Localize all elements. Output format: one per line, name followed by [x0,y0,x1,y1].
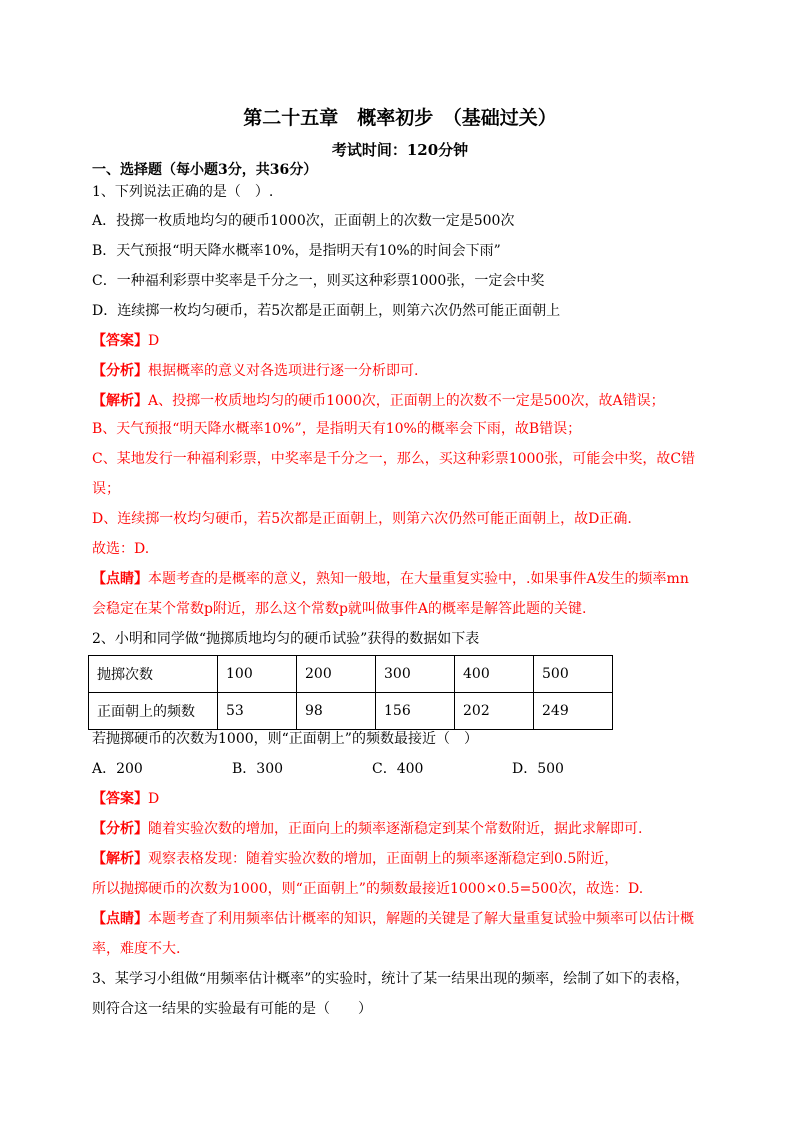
solution-tag: 【解析】 [92,393,148,409]
comment-tag: 【点睛】 [92,911,148,927]
q1-solution-line-4: 误； [92,481,120,497]
q2-solution-line-1 [92,849,618,869]
q1-comment-line-2: 会稳定在某个常数p附近，那么这个常数p就叫做事件A的概率是解答此题的关键. [92,601,587,617]
section-heading: 一、选择题（每小题3分，共36分） [92,162,318,178]
exam-time: 考试时间：120分钟 [331,141,469,159]
q2-option-c: C．400 [372,761,424,777]
q2-options [92,759,564,779]
answer-value: D [148,333,160,349]
solution-text: A、投掷一枚质地均匀的硬币1000次，正面朝上的次数不一定是500次，故A错误； [148,393,665,409]
table-cell: 100 [218,656,297,693]
table-cell: 202 [455,693,534,730]
table-cell: 500 [534,656,613,693]
q1-stem: 1、下列说法正确的是（ ）. [92,184,274,200]
table-cell: 156 [376,693,455,730]
q1-solution-line-2: B、天气预报“明天降水概率10%”，是指明天有10%的概率会下雨，故B错误； [92,421,582,437]
q2-analysis [92,819,642,839]
q1-option-b: B．天气预报“明天降水概率10%，是指明天有10%的时间会下雨” [92,243,501,259]
q1-comment-line-1 [92,569,689,589]
table-cell: 200 [297,656,376,693]
table-row [89,693,613,730]
solution-text: 观察表格发现：随着实验次数的增加，正面朝上的频率逐渐稳定到0.5附近， [148,851,619,867]
q1-option-d: D．连续掷一枚均匀硬币，若5次都是正面朝上，则第六次仍然可能正面朝上 [92,303,561,319]
q2-option-a: A．200 [92,761,143,777]
q3-stem-line-1: 3、某学习小组做“用频率估计概率”的实验时，统计了某一结果出现的频率，绘制了如下的表格， [92,971,690,987]
comment-text: 本题考查的是概率的意义，熟知一般地，在大量重复实验中，.如果事件A发生的频率mn [148,571,689,587]
table-cell: 53 [218,693,297,730]
q2-stem: 2、小明和同学做“抛掷质地均匀的硬币试验”获得的数据如下表 [92,631,480,647]
q1-analysis [92,361,418,381]
q2-solution-line-2: 所以抛掷硬币的次数为1000，则“正面朝上”的频数最接近1000×0.5=500次，故选：D. [92,881,644,897]
table-cell: 400 [455,656,534,693]
comment-text: 本题考查了利用频率估计概率的知识，解题的关键是了解大量重复试验中频率可以估计概 [148,911,694,927]
q2-answer [92,789,159,809]
analysis-tag: 【分析】 [92,821,148,837]
solution-tag: 【解析】 [92,851,148,867]
q2-option-b: B．300 [232,761,284,777]
table-cell: 300 [376,656,455,693]
q1-option-a: A．投掷一枚质地均匀的硬币1000次，正面朝上的次数一定是500次 [92,213,515,229]
q2-question: 若抛掷硬币的次数为1000，则“正面朝上”的频数最接近（ ） [92,731,478,747]
q1-answer [92,331,159,351]
q1-solution-line-3: C、某地发行一种福利彩票，中奖率是千分之一，那么，买这种彩票1000张，可能会中奖，故C错 [92,451,696,467]
comment-tag: 【点睛】 [92,571,148,587]
q1-option-c: C．一种福利彩票中奖率是千分之一，则买这种彩票1000张，一定会中奖 [92,273,545,289]
q2-comment-line-1 [92,909,694,929]
analysis-tag: 【分析】 [92,363,148,379]
q1-solution-line-1 [92,391,665,411]
table-cell: 98 [297,693,376,730]
analysis-text: 随着实验次数的增加，正面向上的频率逐渐稳定到某个常数附近，据此求解即可. [148,821,643,837]
q1-solution-line-6: 故选：D. [92,541,150,557]
answer-value: D [148,791,160,807]
table-cell: 抛掷次数 [89,656,218,693]
table-cell: 正面朝上的频数 [89,693,218,730]
frequency-table [88,655,613,730]
table-row [89,656,613,693]
analysis-text: 根据概率的意义对各选项进行逐一分析即可. [148,363,419,379]
table-cell: 249 [534,693,613,730]
q1-solution-line-5: D、连续掷一枚均匀硬币，若5次都是正面朝上，则第六次仍然可能正面朝上，故D正确. [92,511,632,527]
q2-option-d: D．500 [512,761,564,777]
document-title: 第二十五章 概率初步 （基础过关） [243,107,557,129]
q2-comment-line-2: 率，难度不大. [92,941,181,957]
answer-tag: 【答案】 [92,791,148,807]
answer-tag: 【答案】 [92,333,148,349]
q3-stem-line-2: 则符合这一结果的实验最有可能的是（ ） [92,1001,372,1017]
